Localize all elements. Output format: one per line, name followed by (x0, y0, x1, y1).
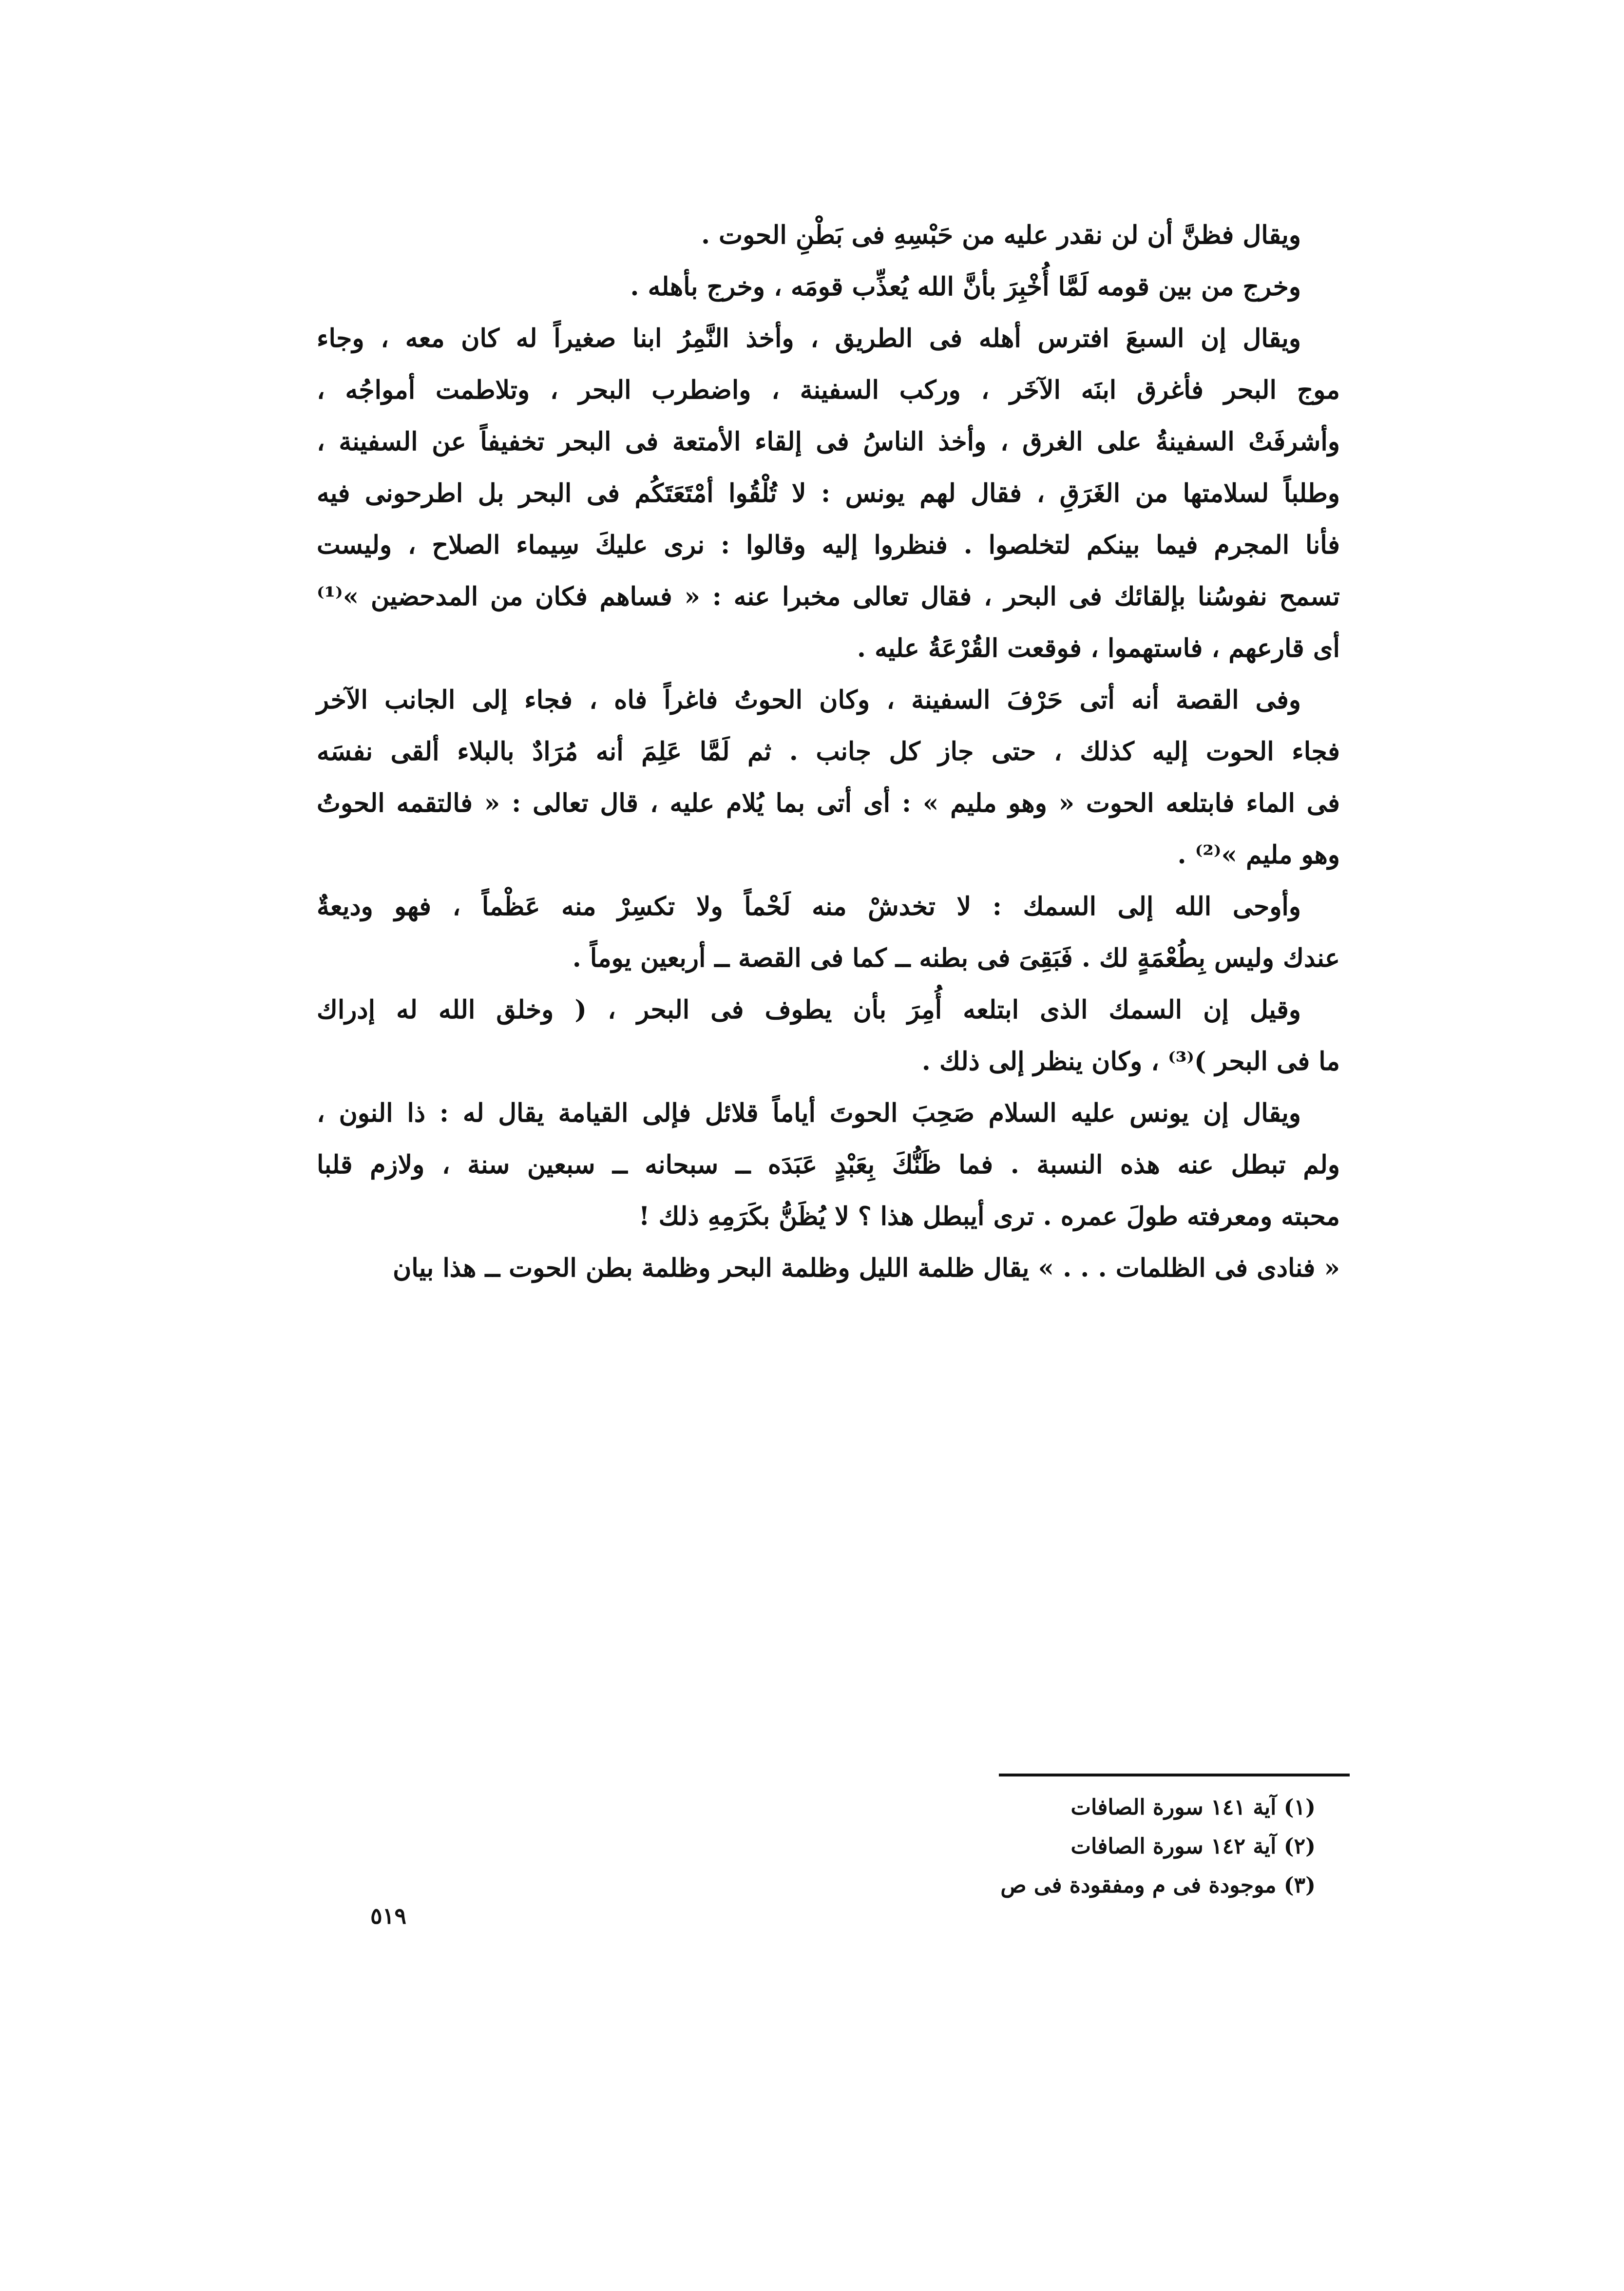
text-line: ما فى البحر )⁽³⁾ ، وكان ينظر إلى ذلك . (921, 1047, 1340, 1076)
text-line: محبته ومعرفته طولَ عمره . ترى أيبطل هذا ؟ لا يُظَنُّ بكَرَمِهِ ذلك ! (638, 1202, 1340, 1231)
page-number: ٥١٩ (370, 1903, 407, 1929)
paragraph (317, 674, 1340, 881)
text-line: عندك وليس بِطُعْمَةٍ لك . فَبَقِىَ فى بطنه ــ كما فى القصة ــ أربعين يوماً . (572, 943, 1340, 973)
text-line: فجاء الحوت إليه كذلك ، حتى جاز كل جانب . ثم لَمَّا عَلِمَ أنه مُرَادٌ بالبلاء ألقى نفسَه (317, 737, 1340, 766)
text-line: ويقال إن السبعَ افترس أهله فى الطريق ، وأخذ النَّمِرُ ابنا صغيراً له كان معه ، وجاء (317, 324, 1301, 353)
footnote-item: (٣) موجودة فى م ومفقودة فى ص (1000, 1873, 1316, 1898)
text-line: أى قارعهم ، فاستهموا ، فوقعت القُرْعَةُ عليه . (857, 633, 1340, 663)
text-line: تسمح نفوسُنا بإلقائك فى البحر ، فقال تعالى مخبرا عنه : « فساهم فكان من المدحضين »⁽¹⁾ (317, 582, 1340, 611)
text-line: وأوحى الله إلى السمك : لا تخدشْ منه لَحْماً ولا تكسِرْ منه عَظْماً ، فهو وديعةٌ (317, 892, 1301, 921)
footnote-item: (٢) آية ١٤٢ سورة الصافات (1070, 1834, 1316, 1859)
footnote-separator (999, 1774, 1350, 1776)
text-line: وهو مليم »⁽²⁾ . (1177, 840, 1340, 870)
paragraph (317, 210, 1340, 261)
text-line: وأشرفَتْ السفينةُ على الغرق ، وأخذ الناسُ فى إلقاء الأمتعة فى البحر تخفيفاً عن السفينة ، (317, 427, 1340, 457)
footnotes (877, 1788, 1316, 1905)
paragraph (317, 1088, 1340, 1242)
text-line: فى الماء فابتلعه الحوت « وهو مليم » : أى أتى بما يُلام عليه ، قال تعالى : « فالتقمه الحوتُ (317, 788, 1340, 818)
text-line: فأنا المجرم فيما بينكم لتخلصوا . فنظروا إليه وقالوا : نرى عليكَ سِيماء الصلاح ، وليست (317, 530, 1340, 560)
body-text (317, 210, 1340, 1294)
text-line: موج البحر فأغرق ابنَه الآخَر ، وركب السفينة ، واضطرب البحر ، وتلاطمت أمواجُه ، (317, 375, 1340, 405)
paragraph (317, 881, 1340, 984)
text-line: وطلباً لسلامتها من الغَرَقِ ، فقال لهم يونس : لا تُلْقُوا أمْتَعَتَكُم فى البحر بل اطرحونى فيه (317, 478, 1340, 508)
text-line: وفى القصة أنه أتى حَرْفَ السفينة ، وكان الحوتُ فاغراً فاه ، فجاء إلى الجانب الآخر (317, 685, 1301, 715)
text-line: وقيل إن السمك الذى ابتلعه أُمِرَ بأن يطوف فى البحر ، ( وخلق الله له إدراك (317, 995, 1301, 1025)
text-line: ولم تبطل عنه هذه النسبة . فما ظَنُّكَ بِعَبْدٍ عَبَدَه ــ سبحانه ــ سبعين سنة ، ولازم قلبا (317, 1150, 1340, 1180)
paragraph (317, 984, 1340, 1088)
text-line: ويقال إن يونس عليه السلام صَحِبَ الحوتَ أياماً قلائل فإلى القيامة يقال له : ذا النون ، (317, 1098, 1301, 1128)
paragraph (317, 261, 1340, 313)
text-line: وخرج من بين قومه لَمَّا أُخْبِرَ بأنَّ الله يُعذِّب قومَه ، وخرج بأهله . (630, 272, 1301, 302)
paragraph (317, 313, 1340, 674)
paragraph (317, 1242, 1340, 1294)
text-line: ويقال فظنَّ أن لن نقدر عليه من حَبْسِهِ فى بَطْنِ الحوت . (701, 220, 1301, 250)
footnote-item: (١) آية ١٤١ سورة الصافات (1070, 1795, 1316, 1820)
text-line: « فنادى فى الظلمات . . . » يقال ظلمة الليل وظلمة البحر وظلمة بطن الحوت ــ هذا بيان (393, 1253, 1340, 1283)
